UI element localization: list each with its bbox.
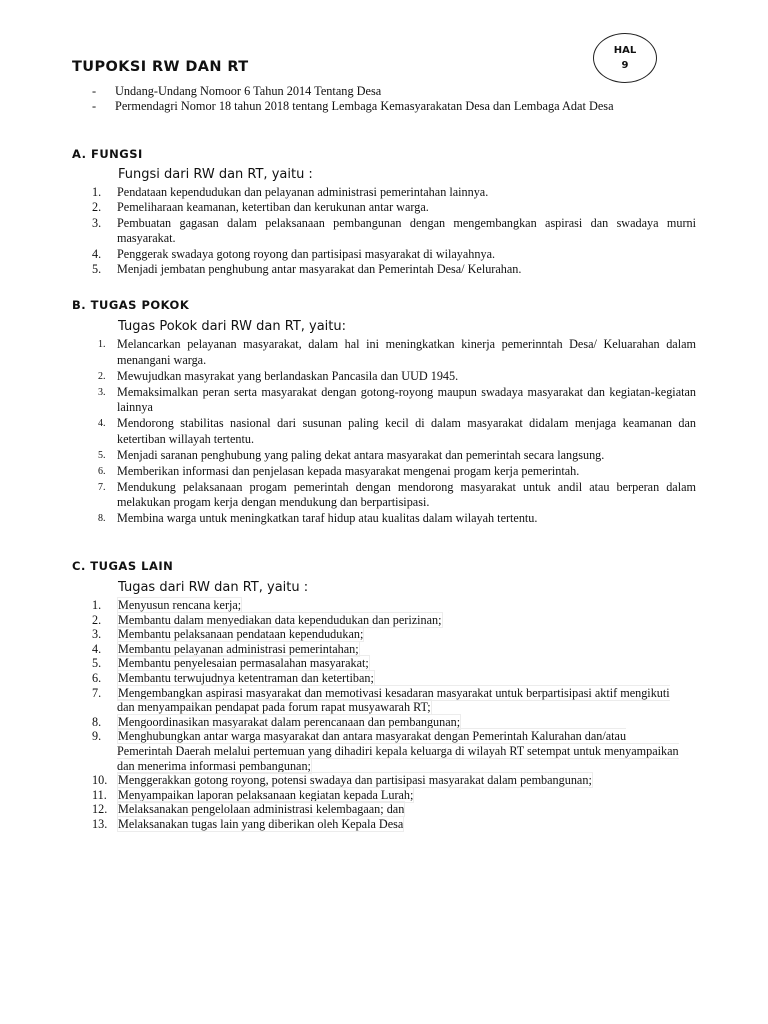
list-item: 1. Melancarkan pelayanan masyarakat, dalam hal ini meningkatkan kinerja pemerinntah Desa/ Keluarahan dalam menangani warga. [98,337,696,367]
list-item: 3. Memaksimalkan peran serta masyarakat dengan gotong-royong maupun swadaya masyarakat dan kegiatan-kegiatan lainnya [98,384,696,415]
list-item: 2. Membantu dalam menyediakan data kependudukan dan perizinan; [92,612,442,627]
section-heading-tugas-pokok: B. TUGAS POKOK [72,298,190,312]
list-item: 8. Mengoordinasikan masyarakat dalam perencanaan dan pembangunan; [92,714,461,729]
section-heading-tugas-lain: C. TUGAS LAIN [72,559,174,573]
list-item: 2. Pemeliharaan keamanan, ketertiban dan kerukunan antar warga. [92,200,429,215]
list-item: 5. Menjadi saranan penghubung yang paling dekat antara masyarakat dan pemerintah secara langsung. [98,447,605,462]
page-number-value: 9 [621,60,629,71]
list-item: 13. Melaksanakan tugas lain yang diberikan oleh Kepala Desa [92,816,404,831]
list-item: 4. Penggerak swadaya gotong royong dan partisipasi masyarakat di wilayahnya. [92,246,496,261]
legal-references [92,84,696,113]
list-item: 8. Membina warga untuk meningkatkan taraf hidup atau kualitas dalam wilayah tertentu. [98,511,538,526]
list-item: 2. Mewujudkan masyrakat yang berlandaskan Pancasila dan UUD 1945. [98,368,459,383]
tugas-lain-list [92,598,696,832]
list-item: 9. Menghubungkan antar warga masyarakat dan antara masyarakat dengan Pemerintah Kalurahan dan/atau Pemerintah Daerah melalui pertemuan yang dihadiri kepala keluarga di wilayah RT setempat untuk menyampaikan dan menerima informasi pembangunan; [92,729,679,773]
document-title: TUPOKSI RW DAN RT [72,59,249,75]
fungsi-list [92,185,696,277]
list-item: 4. Mendorong stabilitas nasional dari susunan paling kecil di dalam masyarakat didalam menjaga keamanan dan ketertiban willayah tertentu. [98,416,696,446]
list-item: 6. Membantu terwujudnya ketentraman dan ketertiban; [92,670,374,685]
tugas-lain-intro: Tugas dari RW dan RT, yaitu : [118,580,309,595]
list-item: 11. Menyampaikan laporan pelaksanaan kegiatan kepada Lurah; [92,787,414,802]
list-item: 5. Membantu penyelesaian permasalahan masyarakat; [92,656,369,671]
fungsi-intro: Fungsi dari RW dan RT, yaitu : [118,167,313,182]
tugas-pokok-list [92,337,696,527]
list-item: 3. Membantu pelaksanaan pendataan kependudukan; [92,627,364,642]
list-item: 4. Membantu pelayanan administrasi pemerintahan; [92,641,359,656]
section-heading-fungsi: A. FUNGSI [72,147,143,161]
list-item: 10. Menggerakkan gotong royong, potensi swadaya dan partisipasi masyarakat dalam pembangunan; [92,773,592,788]
list-item: 3. Pembuatan gagasan dalam pelaksanaan pembangunan dengan mengembangkan aspirasi dan swadaya murni masyarakat. [92,215,696,246]
list-item: 6. Memberikan informasi dan penjelasan kepada masyarakat mengenai progam kerja pemerintah. [98,463,580,478]
list-item: 1. Pendataan kependudukan dan pelayanan administrasi pemerintahan lainnya. [92,185,489,199]
list-item: 7. Mendukung pelaksanaan progam pemerintah dengan mendorong masyarakat untuk andil atau berperan dalam melakukan progam kerja dengan mendukung dan berpartisipasi. [98,479,696,510]
legal-reference-item: - Undang-Undang Nomoor 6 Tahun 2014 Tentang Desa [92,84,382,98]
page-number-badge [593,33,657,83]
tugas-pokok-intro: Tugas Pokok dari RW dan RT, yaitu: [118,319,347,334]
list-item: 1. Menyusun rencana kerja; [92,598,242,612]
legal-reference-item: - Permendagri Nomor 18 tahun 2018 tentang Lembaga Kemasyarakatan Desa dan Lembaga Adat Desa [92,98,614,113]
list-item: 12. Melaksanakan pengelolaan administrasi kelembagaan; dan [92,802,405,817]
list-item: 7. Mengembangkan aspirasi masyarakat dan memotivasi kesadaran masyarakat untuk berpartisipasi aktif mengikuti dan menyampaikan pendapat pada forum rapat musyawarah RT; [92,685,670,715]
page-number-label: HAL [613,45,637,56]
list-item: 5. Menjadi jembatan penghubung antar masyarakat dan Pemerintah Desa/ Kelurahan. [92,262,522,277]
